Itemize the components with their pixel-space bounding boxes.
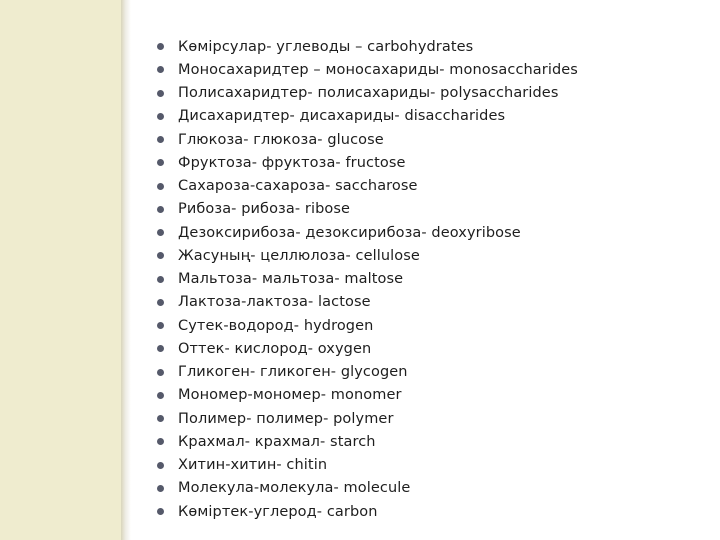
term-text: Гликоген- гликоген- glycogen [178, 364, 408, 381]
list-item [157, 105, 578, 128]
bullet-icon [157, 43, 164, 50]
list-item [157, 151, 578, 174]
term-text: Рибоза- рибоза- ribose [178, 201, 351, 218]
bullet-icon [157, 183, 164, 190]
list-item [157, 384, 578, 407]
term-text: Дисахаридтер- дисахариды- disaccharides [178, 108, 506, 125]
bullet-icon [157, 345, 164, 352]
term-text: Хитин-хитин- chitin [178, 457, 328, 474]
bullet-icon [157, 252, 164, 259]
term-text: Жасуның- целлюлоза- cellulose [178, 247, 420, 264]
bullet-icon [157, 299, 164, 306]
bullet-icon [157, 229, 164, 236]
term-text: Дезоксирибоза- дезоксирибоза- deoxyribose [178, 224, 521, 241]
term-text: Мальтоза- мальтоза- maltose [178, 271, 404, 288]
list-item [157, 291, 578, 314]
term-text: Крахмал- крахмал- starch [178, 433, 376, 450]
decorative-side-band [0, 0, 121, 540]
bullet-icon [157, 276, 164, 283]
bullet-icon [157, 462, 164, 469]
list-item [157, 454, 578, 477]
bullet-icon [157, 369, 164, 376]
side-band-edge [121, 0, 131, 540]
bullet-icon [157, 438, 164, 445]
bullet-icon [157, 159, 164, 166]
bullet-icon [157, 485, 164, 492]
term-text: Полимер- полимер- polymer [178, 410, 394, 427]
bullet-icon [157, 206, 164, 213]
list-item [157, 221, 578, 244]
list-item [157, 82, 578, 105]
list-item [157, 175, 578, 198]
bullet-icon [157, 113, 164, 120]
list-item [157, 407, 578, 430]
bullet-icon [157, 90, 164, 97]
term-text: Лактоза-лактоза- lactose [178, 294, 371, 311]
term-text: Оттек- кислород- oxygen [178, 340, 372, 357]
bullet-icon [157, 136, 164, 143]
term-text: Сахароза-сахароза- saccharose [178, 178, 418, 195]
term-text: Көмірсулар- углеводы – carbohydrates [178, 38, 474, 55]
list-item [157, 244, 578, 267]
list-item [157, 268, 578, 291]
term-text: Көміртек-углерод- carbon [178, 503, 378, 520]
term-text: Фруктоза- фруктоза- fructose [178, 154, 406, 171]
list-item [157, 198, 578, 221]
list-item [157, 314, 578, 337]
bullet-icon [157, 66, 164, 73]
term-text: Полисахаридтер- полисахариды- polysaccharides [178, 85, 559, 102]
bullet-icon [157, 415, 164, 422]
term-text: Мономер-мономер- monomer [178, 387, 402, 404]
list-item [157, 361, 578, 384]
term-text: Молекула-молекула- molecule [178, 480, 411, 497]
term-text: Моносахаридтер – моносахариды- monosaccharides [178, 61, 578, 78]
list-item [157, 430, 578, 453]
list-item [157, 477, 578, 500]
bullet-icon [157, 392, 164, 399]
term-text: Глюкоза- глюкоза- glucose [178, 131, 384, 148]
term-list [157, 35, 578, 523]
list-item [157, 58, 578, 81]
list-item [157, 337, 578, 360]
bullet-icon [157, 508, 164, 515]
bullet-icon [157, 322, 164, 329]
list-item [157, 128, 578, 151]
list-item [157, 35, 578, 58]
term-text: Сутек-водород- hydrogen [178, 317, 374, 334]
list-item [157, 500, 578, 523]
